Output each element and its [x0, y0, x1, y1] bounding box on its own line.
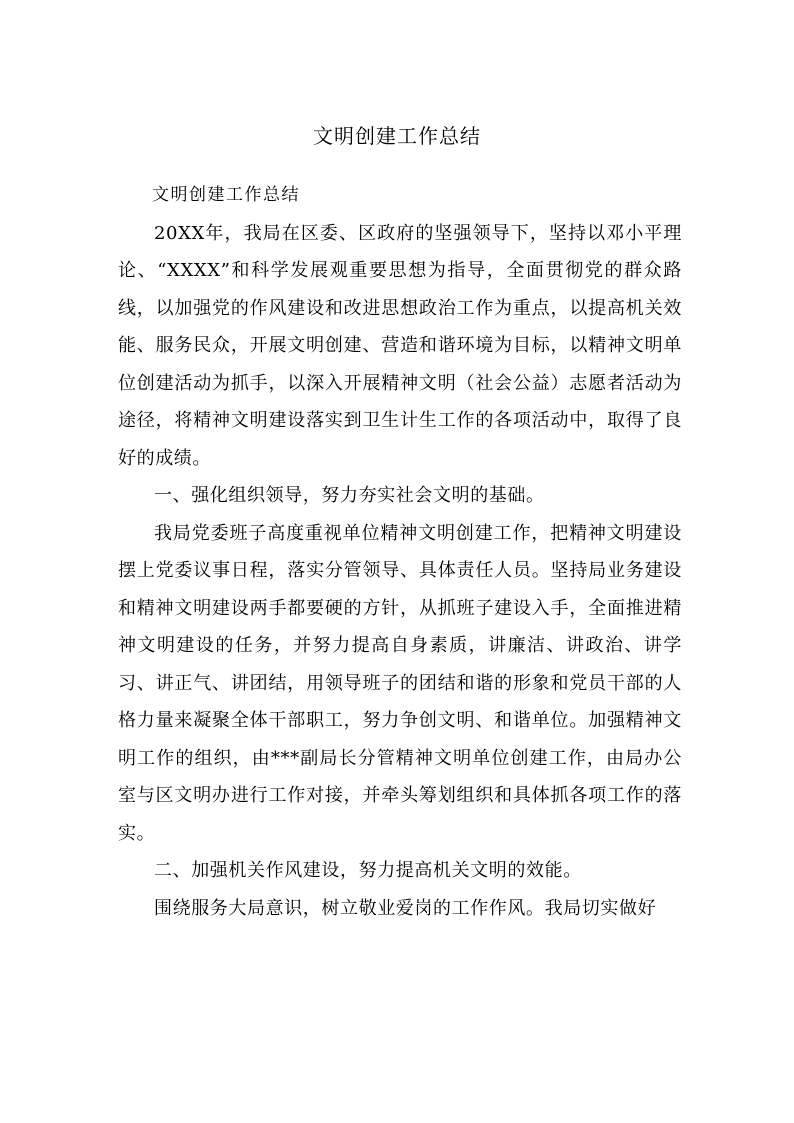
paragraph-section-1: 我局党委班子高度重视单位精神文明创建工作，把精神文明建设摆上党委议事日程，落实分管领导、具体责任人员。坚持局业务建设和精神文明建设两手都要硬的方针，从抓班子建设入手，全面推进精神文明建设的任务，并努力提高自身素质，讲廉洁、讲政治、讲学习、讲正气、讲团结，用领导班子的团结和谐的形象和党员干部的人格力量来凝聚全体干部职工，努力争创文明、和谐单位。加强精神文明工作的组织，由***副局长分管精神文明单位创建工作，由局办公室与区文明办进行工作对接，并牵头筹划组织和具体抓各项工作的落实。	[118, 522, 682, 844]
section-heading-2: 二、加强机关作风建设，努力提高机关文明的效能。	[154, 860, 582, 881]
paragraph-intro: 20XX年，我局在区委、区政府的坚强领导下，坚持以邓小平理论、“XXXX”和科学发展观重要思想为指导，全面贯彻党的群众路线，以加强党的作风建设和改进思想政治工作为重点，以提高机关效能、服务民众，开展文明创建、营造和谐环境为目标，以精神文明单位创建活动为抓手，以深入开展精神文明（社会公益）志愿者活动为途径，将精神文明建设落实到卫生计生工作的各项活动中，取得了良好的成绩。	[118, 222, 682, 469]
document-body	[118, 177, 682, 927]
document-subtitle: 文明创建工作总结	[152, 185, 300, 205]
section-heading-1: 一、强化组织领导，努力夯实社会文明的基础。	[154, 485, 545, 506]
paragraph-section-2: 围绕服务大局意识，树立敬业爱岗的工作作风。我局切实做好	[154, 897, 657, 919]
document-title: 文明创建工作总结	[313, 124, 481, 148]
